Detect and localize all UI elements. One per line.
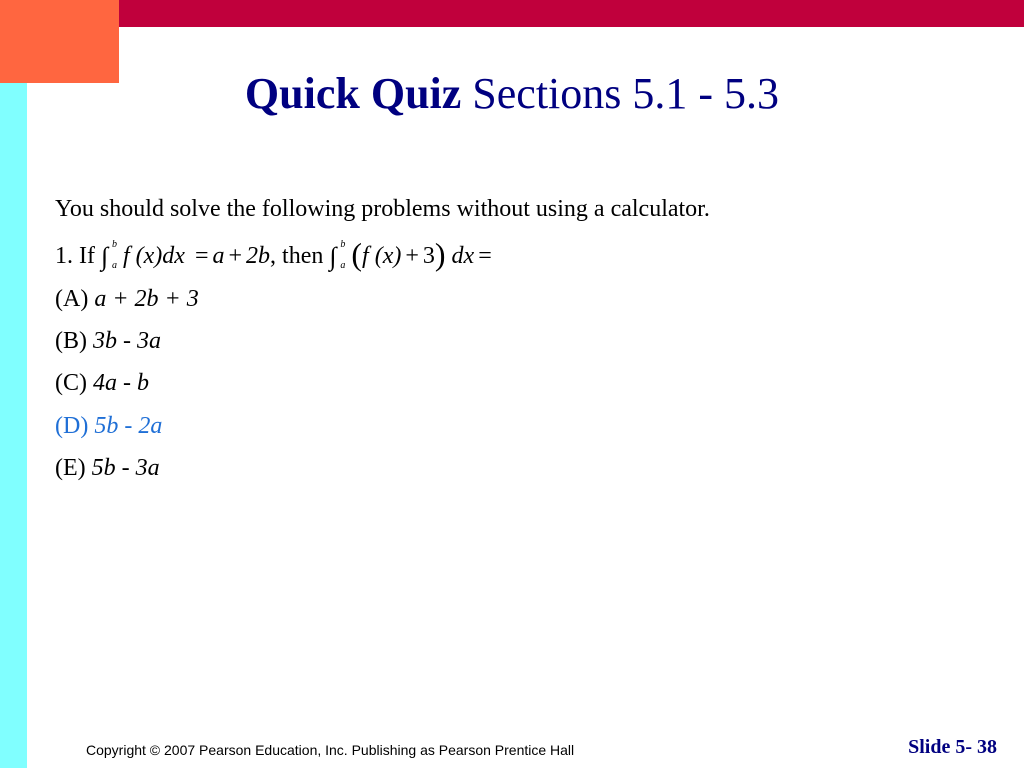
given-integrand: f (x)dx <box>122 243 185 269</box>
lower-bound: a <box>340 260 346 272</box>
asked-plus: + <box>405 243 419 269</box>
slide-number: Slide 5- 38 <box>908 736 997 758</box>
choice-b <box>55 325 161 357</box>
instructions-text: You should solve the following problems without using a calculator. <box>55 196 710 222</box>
choice-label: (B) <box>55 328 87 354</box>
given-equals: = <box>194 243 209 269</box>
choice-d-correct <box>55 410 162 442</box>
question-1 <box>55 238 496 272</box>
asked-three: 3 <box>422 243 435 269</box>
top-accent-bar <box>0 0 1024 27</box>
integral-sign: ∫ b a <box>100 239 117 272</box>
copyright-notice: Copyright © 2007 Pearson Education, Inc. Publishing as Pearson Prentice Hall <box>86 742 575 758</box>
upper-bound: b <box>340 239 346 251</box>
given-comma: , <box>270 243 277 269</box>
upper-bound: b <box>111 239 117 251</box>
choice-label: (D) <box>55 413 89 439</box>
choice-expression: 3b - 3a <box>93 328 161 354</box>
title-rest: Sections 5.1 - 5.3 <box>472 69 780 118</box>
choice-expression: 4a - b <box>93 370 149 396</box>
choice-a <box>55 283 199 315</box>
then-word: then <box>282 243 324 269</box>
question-number: 1. If <box>55 243 95 269</box>
title-bold: Quick Quiz <box>244 69 462 118</box>
choice-c <box>55 367 149 399</box>
choice-expression: 5b - 2a <box>94 413 163 439</box>
choice-label: (A) <box>55 286 89 312</box>
given-2b: 2b <box>246 243 271 269</box>
choice-e <box>55 452 160 484</box>
lower-bound: a <box>111 260 117 272</box>
choice-expression: a + 2b + 3 <box>94 286 199 312</box>
close-paren: ) <box>434 236 446 272</box>
given-a: a <box>212 243 225 269</box>
slide-title <box>0 66 1024 122</box>
given-plus: + <box>228 243 243 269</box>
open-paren: ( <box>351 236 363 272</box>
choice-label: (C) <box>55 370 87 396</box>
asked-integrand: f (x) <box>362 243 402 269</box>
choice-expression: 5b - 3a <box>91 455 160 481</box>
asked-equals: = <box>478 243 492 269</box>
integral-sign: ∫ b a <box>329 239 346 272</box>
choice-label: (E) <box>55 455 86 481</box>
asked-dx: dx <box>451 243 475 269</box>
